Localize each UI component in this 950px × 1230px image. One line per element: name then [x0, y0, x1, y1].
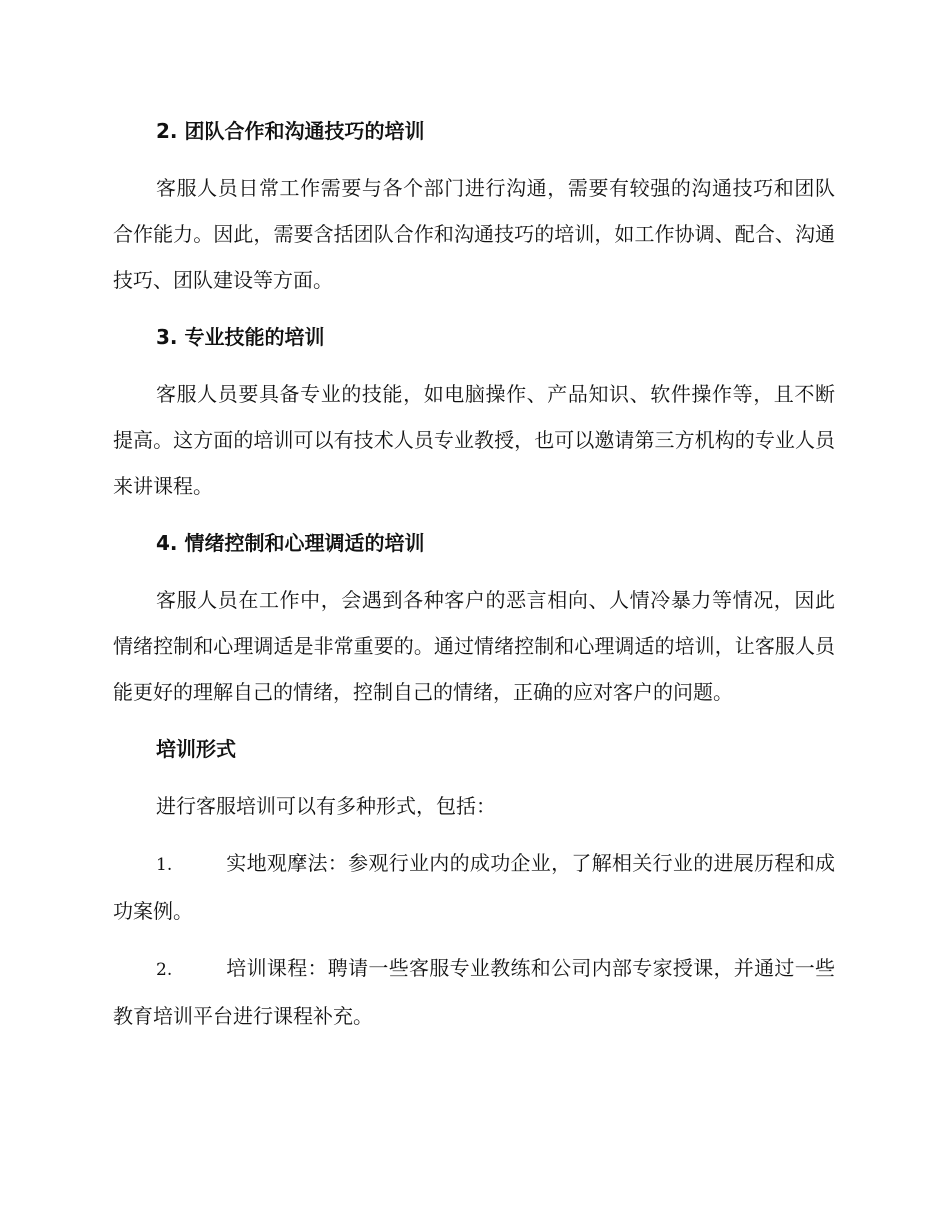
list-item-number: 1.: [156, 855, 173, 875]
list-item-text: 实地观摩法：参观行业内的成功企业，了解相关行业的进展历程和成功案例。: [113, 851, 835, 923]
section-heading-skills: 3. 专业技能的培训: [156, 325, 325, 349]
list-item: [113, 945, 835, 1039]
document-body: [113, 108, 835, 1050]
forms-intro: 进行客服培训可以有多种形式，包括：: [156, 794, 496, 818]
list-item-number: 2.: [156, 960, 173, 980]
section-heading-emotion: 4. 情绪控制和心理调适的培训: [156, 531, 425, 555]
section-paragraph-skills: 客服人员要具备专业的技能，如电脑操作、产品知识、软件操作等，且不断提高。这方面的培训可以有技术人员专业教授，也可以邀请第三方机构的专业人员来讲课程。: [113, 382, 835, 498]
list-item: [113, 840, 835, 934]
forms-heading: 培训形式: [156, 737, 236, 761]
section-heading-teamwork: 2. 团队合作和沟通技巧的培训: [156, 119, 425, 143]
list-item-text: 培训课程：聘请一些客服专业教练和公司内部专家授课，并通过一些教育培训平台进行课程补充。: [113, 956, 835, 1028]
section-paragraph-teamwork: 客服人员日常工作需要与各个部门进行沟通，需要有较强的沟通技巧和团队合作能力。因此，需要含括团队合作和沟通技巧的培训，如工作协调、配合、沟通技巧、团队建设等方面。: [113, 176, 835, 292]
section-paragraph-emotion: 客服人员在工作中，会遇到各种客户的恶言相向、人情冷暴力等情况，因此情绪控制和心理调适是非常重要的。通过情绪控制和心理调适的培训，让客服人员能更好的理解自己的情绪，控制自己的情绪，正确的应对客户的问题。: [113, 588, 835, 704]
